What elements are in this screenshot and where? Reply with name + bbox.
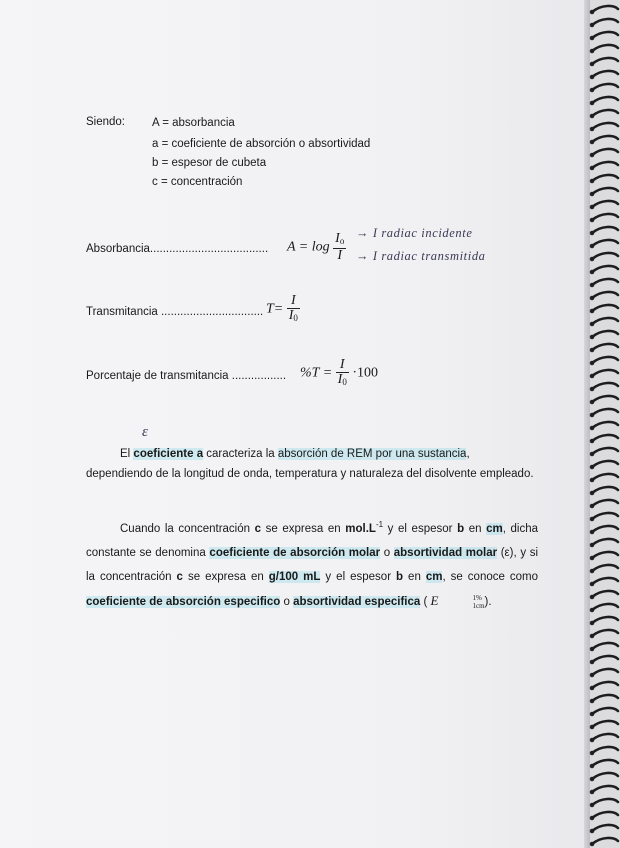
binding-coil [592,786,618,792]
percent-transmittance-tail: ·100 [352,365,378,381]
binding-coil [592,318,618,324]
definition-thickness: b = espesor de cubeta [152,157,267,169]
p2-bold-c: c [254,522,262,535]
p1-text-1: El [120,448,134,460]
spiral-binding [588,0,620,848]
paragraph-molar-absorptivity [86,513,538,614]
p2-text-6: o [380,546,394,559]
p1-highlight-absorption: absorción de REM por una sustancia [277,448,467,460]
binding-coil [592,136,618,142]
binding-coil [592,669,618,675]
p2-bold-cm: cm [486,522,503,535]
p1-bold-coefficient-a: coeficiente a [133,448,204,460]
transmittance-denominator: I [288,308,294,323]
p2-text-13: ( [420,595,431,608]
handwritten-note-incident: → I radiac incidente [356,226,473,240]
binding-coil [592,539,618,545]
percent-transmittance-lhs: %T = [300,365,333,381]
binding-coil [592,526,618,532]
binding-coil [592,552,618,558]
binding-coil [592,812,618,818]
binding-coil [592,760,618,766]
p2-e-symbol [431,593,485,608]
p2-bold-b: b [457,522,465,535]
binding-coil [592,188,618,194]
binding-coil [592,825,618,831]
binding-coil [592,578,618,584]
binding-coil [592,617,618,623]
p2-text-14: ). [484,595,492,608]
transmittance-denominator-sub: 0 [293,313,298,323]
p2-bold-molar-coefficient: coeficiente de absorción molar [209,546,381,559]
binding-coil [592,305,618,311]
p2-text-7: (ε), y si la concentración [86,546,539,583]
p2-text-11: , se conoce como [442,570,538,583]
transmittance-fraction [287,294,300,325]
binding-coil [592,500,618,506]
p2-text-2: se expresa en [261,522,346,535]
p2-sup-mol: -1 [375,520,384,529]
definition-absorbance: A = absorbancia [152,117,235,129]
p1-text-3: , dependiendo de la longitud de onda, temperatura y naturaleza del disolvente empleado. [86,448,534,480]
percent-transmittance-denominator: I [337,372,343,387]
absorbance-lhs: A = log [287,239,330,255]
binding-coil [592,344,618,350]
binding-coil [592,149,618,155]
p2-bold-g100: g/100 mL [268,570,321,583]
binding-coil [592,409,618,415]
binding-coil [592,630,618,636]
transmittance-lhs: T= [266,301,284,317]
binding-coil [592,708,618,714]
p2-bold-mol: mol.L [345,522,376,535]
binding-coil [592,513,618,519]
percent-transmittance-denominator-sub: 0 [342,377,347,387]
binding-coil [592,448,618,454]
p2-bold-b2: b [396,570,404,583]
p2-e-letter: E [430,592,439,608]
p2-bold-specific-coefficient: coeficiente de absorción especifico [86,595,281,608]
binding-coil [592,487,618,493]
binding-coil [592,435,618,441]
absorbance-fraction [333,232,346,263]
binding-coil [592,682,618,688]
binding-coil [592,422,618,428]
p2-e-sub: 1cm [472,601,485,610]
binding-coil [592,58,618,64]
p2-text-10: en [403,570,426,583]
definition-absorptivity: a = coeficiente de absorción o absortividad [152,138,371,150]
binding-coil [592,591,618,597]
binding-coil [592,162,618,168]
binding-coil [592,97,618,103]
absorbance-formula [287,232,346,263]
binding-coil [592,19,618,25]
percent-transmittance-formula [300,358,378,389]
absorbance-numerator-sub: o [339,236,345,246]
p2-bold-specific-absortivity: absortividad especifica [293,595,421,608]
binding-coil [592,240,618,246]
p2-text-9: y el espesor [320,570,397,583]
binding-coil [592,201,618,207]
percent-transmittance-fraction [336,358,349,389]
absorbance-label: Absorbancia..................................... [86,243,269,255]
binding-coil [592,370,618,376]
binding-coil [592,383,618,389]
binding-coil [592,253,618,259]
binding-coil [592,656,618,662]
binding-coil [592,474,618,480]
binding-coil [592,6,618,12]
transmittance-label: Transmitancia ................................ [86,306,264,318]
transmittance-numerator: I [290,293,296,308]
binding-coil [592,123,618,129]
absorbance-denominator: I [333,248,346,263]
binding-coil [592,357,618,363]
binding-coil [592,292,618,298]
p2-e-sup: 1% [472,593,482,602]
p2-bold-cm2: cm [425,570,443,583]
handwritten-note-transmitted: → I radiac transmitida [356,249,486,263]
p2-text-8: se expresa en [182,570,269,583]
binding-coil [592,734,618,740]
definition-concentration: c = concentración [152,176,243,188]
binding-coil [592,461,618,467]
binding-coil [592,396,618,402]
binding-coil [592,32,618,38]
binding-coil [592,721,618,727]
p2-text-12: o [280,595,294,608]
binding-coil [592,799,618,805]
binding-coil [592,773,618,779]
binding-coil [592,565,618,571]
binding-coil [592,214,618,220]
binding-coil [592,266,618,272]
binding-coil [592,838,618,844]
percent-transmittance-label: Porcentaje de transmitancia ................. [86,370,287,382]
binding-coil [592,604,618,610]
p1-text-2: caracteriza la [203,448,278,460]
p2-text-3: y el espesor [383,522,458,535]
transmittance-formula [266,294,300,325]
binding-coil [592,695,618,701]
p2-text-4: en [464,522,487,535]
binding-coil [592,71,618,77]
percent-transmittance-numerator: I [339,357,345,372]
binding-coil [592,45,618,51]
binding-coil [592,279,618,285]
definitions-label: Siendo: [86,116,126,128]
binding-coil [592,175,618,181]
binding-coil [592,227,618,233]
binding-coil [592,110,618,116]
p2-text-1: Cuando la concentración [120,522,255,535]
binding-coil [592,643,618,649]
paragraph-coefficient-a [86,444,538,484]
p2-bold-molar-absortivity: absortividad molar [393,546,498,559]
handwritten-epsilon: ε [142,424,149,440]
binding-coil [592,747,618,753]
binding-coil [592,84,618,90]
p2-bold-c2: c [176,570,183,583]
p2-text-5: , dicha constante se denomina [86,522,538,559]
absorbance-numerator: I [335,231,340,246]
binding-coil [592,331,618,337]
